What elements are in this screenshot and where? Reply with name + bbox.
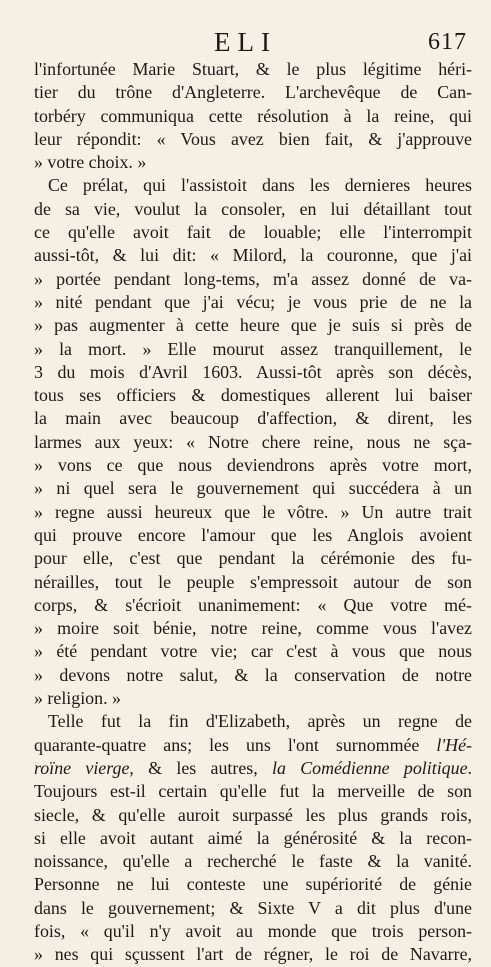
text-line: leur répondit: « Vous avez bien fait, & j'approuve xyxy=(34,128,472,149)
text-line: aussi-tôt, & lui dit: « Milord, la couronne, que j'ai xyxy=(34,245,472,266)
text-line: » la mort. » Elle mourut assez tranquillement, le xyxy=(34,338,472,359)
page-header xyxy=(0,24,491,60)
text-line: fois, « qu'il n'y avoit au monde que trois person- xyxy=(34,920,472,941)
text-line: torbéry communiqua cette résolution à la reine, qui xyxy=(34,105,472,126)
text-line: Toujours est-il certain qu'elle fut la merveille de son xyxy=(34,781,472,802)
text-line: ce qu'elle avoit fait de louable; elle l'interrompit xyxy=(34,222,472,243)
text-line: pour elle, c'est que pendant la cérémonie des fu- xyxy=(34,548,472,569)
text-line: » devons notre salut, & la conservation de notre xyxy=(34,664,472,685)
text-line: nérailles, tout le peuple s'empressoit autour de son xyxy=(34,571,472,592)
text-line: si elle avoit autant aimé la générosité & la recon- xyxy=(34,827,472,848)
text-line: la main avec beaucoup d'affection, & dirent, les xyxy=(34,408,472,429)
running-head: ELI xyxy=(214,27,277,57)
text-line: » portée pendant long-tems, m'a assez donné de va- xyxy=(34,268,472,289)
text-line: » moire soit bénie, notre reine, comme vous l'avez xyxy=(34,618,472,639)
text-line: Ce prélat, qui l'assistoit dans les dernieres heures xyxy=(48,175,472,196)
page-number: 617 xyxy=(428,29,467,55)
text-line: » vons ce que nous deviendrons après votre mort, xyxy=(34,455,472,476)
text-line: noissance, qu'elle a recherché le faste & la vanité. xyxy=(34,851,472,872)
text-line: Telle fut la fin d'Elizabeth, après un regne de xyxy=(48,711,472,732)
text-line: » ni quel sera le gouvernement qui succédera à un xyxy=(34,478,472,499)
body-text xyxy=(34,58,472,967)
text-line: » pas augmenter à cette heure que je suis si près de xyxy=(34,315,472,336)
text-line: Personne ne lui conteste une supériorité de génie xyxy=(34,874,472,895)
text-line: quarante-quatre ans; les uns l'ont surnommée l'Hé- xyxy=(34,734,472,755)
text-line: » nité pendant que j'ai vécu; je vous prie de ne la xyxy=(34,291,472,312)
text-line: corps, & s'écrioit unanimement: « Que votre mé- xyxy=(34,594,472,615)
text-line: tier du trône d'Angleterre. L'archevêque de Can- xyxy=(34,82,472,103)
text-line: » religion. » xyxy=(34,688,121,709)
text-line: 3 du mois d'Avril 1603. Aussi-tôt après son décès, xyxy=(34,361,472,382)
text-line: roïne vierge, & les autres, la Comédienne politique. xyxy=(34,757,472,778)
text-line: » été pendant votre vie; car c'est à vous que nous xyxy=(34,641,472,662)
text-line: tous ses officiers & domestiques allerent lui baiser xyxy=(34,385,472,406)
text-line: » regne aussi heureux que le vôtre. » Un autre trait xyxy=(34,501,472,522)
text-line: qui prouve encore l'amour que les Anglois avoient xyxy=(34,524,472,545)
text-line: larmes aux yeux: « Notre chere reine, nous ne sça- xyxy=(34,431,472,452)
text-line: l'infortunée Marie Stuart, & le plus légitime héri- xyxy=(34,59,472,79)
text-line: » nes qui sçussent l'art de régner, le roi de Navarre, xyxy=(34,944,472,965)
text-line: » votre choix. » xyxy=(34,152,147,173)
text-line: dans le gouvernement; & Sixte V a dit plus d'une xyxy=(34,897,472,918)
text-line: siecle, & qu'elle auroit surpassé les plus grands rois, xyxy=(34,804,472,825)
text-line: de sa vie, voulut la consoler, en lui détaillant tout xyxy=(34,198,472,219)
